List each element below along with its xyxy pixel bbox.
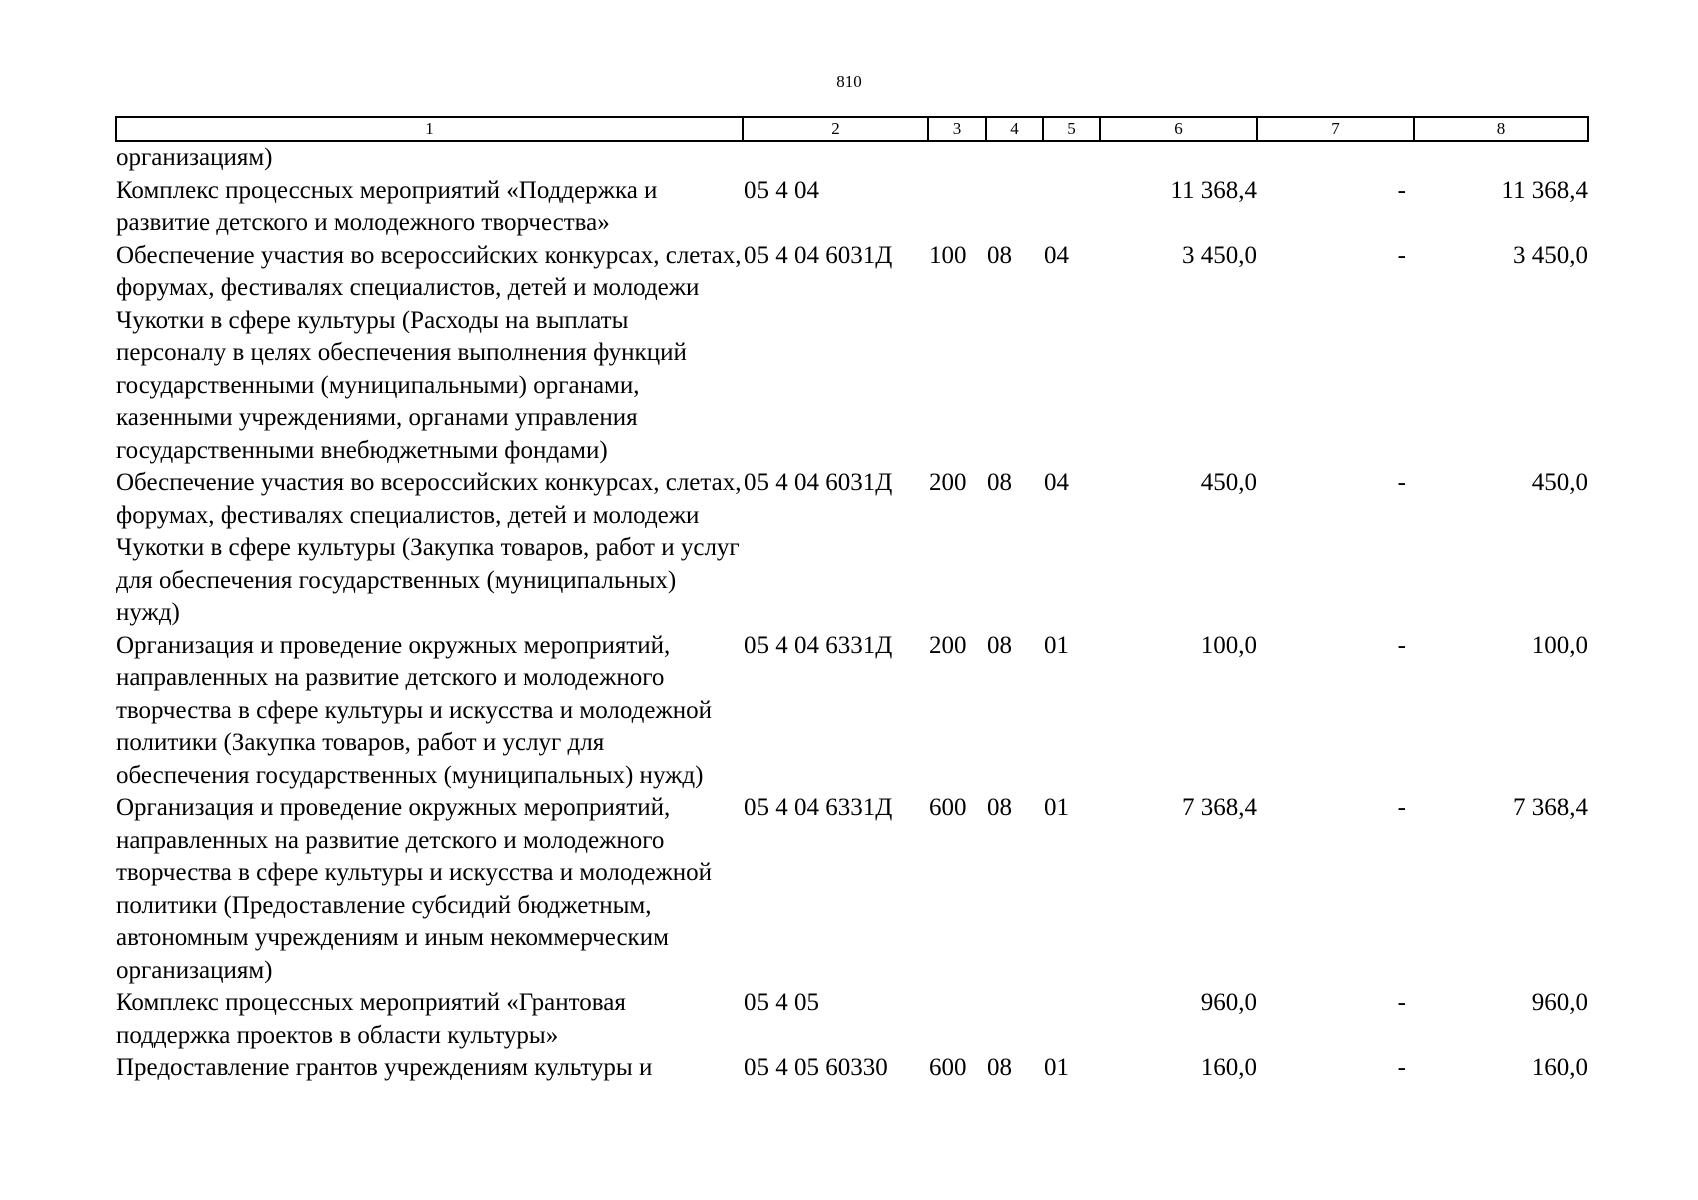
table-row <box>116 467 1588 630</box>
row-col-8: 100,0 <box>1531 631 1588 659</box>
row-col-7: - <box>1397 1054 1406 1081</box>
row-col-3 <box>928 175 986 240</box>
row-col-6: 160,0 <box>1200 1054 1257 1081</box>
row-name: Предоставление грантов учреждениям культуры и <box>116 1054 653 1081</box>
row-col-8 <box>1414 141 1588 175</box>
table-row <box>116 240 1588 468</box>
budget-table <box>115 116 1589 1085</box>
header-col-5: 5 <box>1043 117 1100 141</box>
row-code: 05 4 05 60330 <box>744 1054 888 1081</box>
row-code: 05 4 04 6031Д <box>744 241 893 269</box>
row-col-4 <box>986 175 1043 240</box>
row-col-4 <box>986 987 1043 1052</box>
header-row <box>116 117 1588 141</box>
row-col-8: 960,0 <box>1531 989 1588 1016</box>
table-body <box>116 141 1588 1085</box>
row-col-6: 960,0 <box>1200 989 1257 1016</box>
row-col-5: 04 <box>1044 469 1069 496</box>
row-col-6: 100,0 <box>1200 631 1257 659</box>
row-col-5: 01 <box>1044 794 1069 821</box>
row-name: Обеспечение участия во всероссийских конкурсах, слетах, форумах, фестивалях специалистов, детей и молодежи Чукотки в сфере культуры (Закупка товаров, работ и услуг для обеспечения государственных (муниципальных) нужд) <box>116 469 742 626</box>
row-col-7: - <box>1397 631 1406 659</box>
row-col-3: 100 <box>929 241 967 269</box>
table-row <box>116 630 1588 793</box>
row-code <box>743 141 928 175</box>
row-col-8: 7 368,4 <box>1513 794 1588 821</box>
header-col-2: 2 <box>743 117 928 141</box>
table-row <box>116 1052 1588 1085</box>
row-name: Организация и проведение окружных мероприятий, направленных на развитие детского и молодежного творчества в сфере культуры и искусства и молодежной политики (Предоставление субсидий бюджетным, автономным учреждениям и иным некоммерческим организациям) <box>116 794 712 984</box>
header-col-8: 8 <box>1414 117 1588 141</box>
row-col-3: 600 <box>929 1054 967 1081</box>
row-code: 05 4 05 <box>744 989 819 1016</box>
table-row <box>116 792 1588 987</box>
row-col-4: 08 <box>987 631 1012 659</box>
row-col-7: - <box>1397 989 1406 1016</box>
row-col-3: 200 <box>929 631 967 659</box>
row-col-6: 3 450,0 <box>1182 241 1257 269</box>
row-code: 05 4 04 6031Д <box>744 469 893 496</box>
row-name: организациям) <box>116 144 273 171</box>
row-col-7: - <box>1397 794 1406 821</box>
page-number: 810 <box>836 72 862 91</box>
row-name: Комплекс процессных мероприятий «Грантовая поддержка проектов в области культуры» <box>116 989 626 1049</box>
row-name: Организация и проведение окружных мероприятий, направленных на развитие детского и молодежного творчества в сфере культуры и искусства и молодежной политики (Закупка товаров, работ и услуг для обеспечения государственных (муниципальных) нужд) <box>116 631 712 789</box>
row-col-5 <box>1043 987 1100 1052</box>
row-col-6: 450,0 <box>1200 469 1257 496</box>
row-col-3 <box>928 987 986 1052</box>
row-col-5 <box>1043 175 1100 240</box>
row-col-4: 08 <box>987 469 1012 496</box>
row-col-7: - <box>1397 469 1406 496</box>
row-name: Комплекс процессных мероприятий «Поддержка и развитие детского и молодежного творчества» <box>116 176 658 236</box>
row-col-8: 11 368,4 <box>1501 176 1588 204</box>
row-col-3: 200 <box>929 469 967 496</box>
header-col-6: 6 <box>1100 117 1257 141</box>
header-col-4: 4 <box>986 117 1043 141</box>
row-col-6: 11 368,4 <box>1170 176 1257 204</box>
row-col-4 <box>986 141 1043 175</box>
row-col-6 <box>1100 141 1257 175</box>
table-row <box>116 141 1588 175</box>
row-col-7: - <box>1397 176 1406 204</box>
row-col-3: 600 <box>929 794 967 821</box>
row-code: 05 4 04 6331Д <box>744 631 893 659</box>
table-row <box>116 987 1588 1052</box>
row-code: 05 4 04 6331Д <box>744 794 893 821</box>
row-code: 05 4 04 <box>744 176 819 204</box>
row-col-5: 01 <box>1044 1054 1069 1081</box>
header-col-3: 3 <box>928 117 986 141</box>
row-col-6: 7 368,4 <box>1182 794 1257 821</box>
row-col-8: 160,0 <box>1531 1054 1588 1081</box>
row-name: Обеспечение участия во всероссийских конкурсах, слетах, форумах, фестивалях специалистов, детей и молодежи Чукотки в сфере культуры (Расходы на выплаты персоналу в целях обеспечения выполнения функций государственными (муниципальными) органами, казенными учреждениями, органами управления государственными внебюджетными фондами) <box>116 241 742 464</box>
header-col-7: 7 <box>1257 117 1414 141</box>
row-col-5: 01 <box>1044 631 1069 659</box>
table-header <box>116 117 1588 141</box>
row-col-5: 04 <box>1044 241 1069 269</box>
row-col-7 <box>1257 141 1414 175</box>
row-col-7: - <box>1397 241 1406 269</box>
row-col-4: 08 <box>987 794 1012 821</box>
row-col-8: 450,0 <box>1531 469 1588 496</box>
row-col-5 <box>1043 141 1100 175</box>
row-col-4: 08 <box>987 1054 1012 1081</box>
table-row <box>116 175 1588 240</box>
header-col-1: 1 <box>116 117 743 141</box>
row-col-3 <box>928 141 986 175</box>
row-col-8: 3 450,0 <box>1513 241 1588 269</box>
row-col-4: 08 <box>987 241 1012 269</box>
